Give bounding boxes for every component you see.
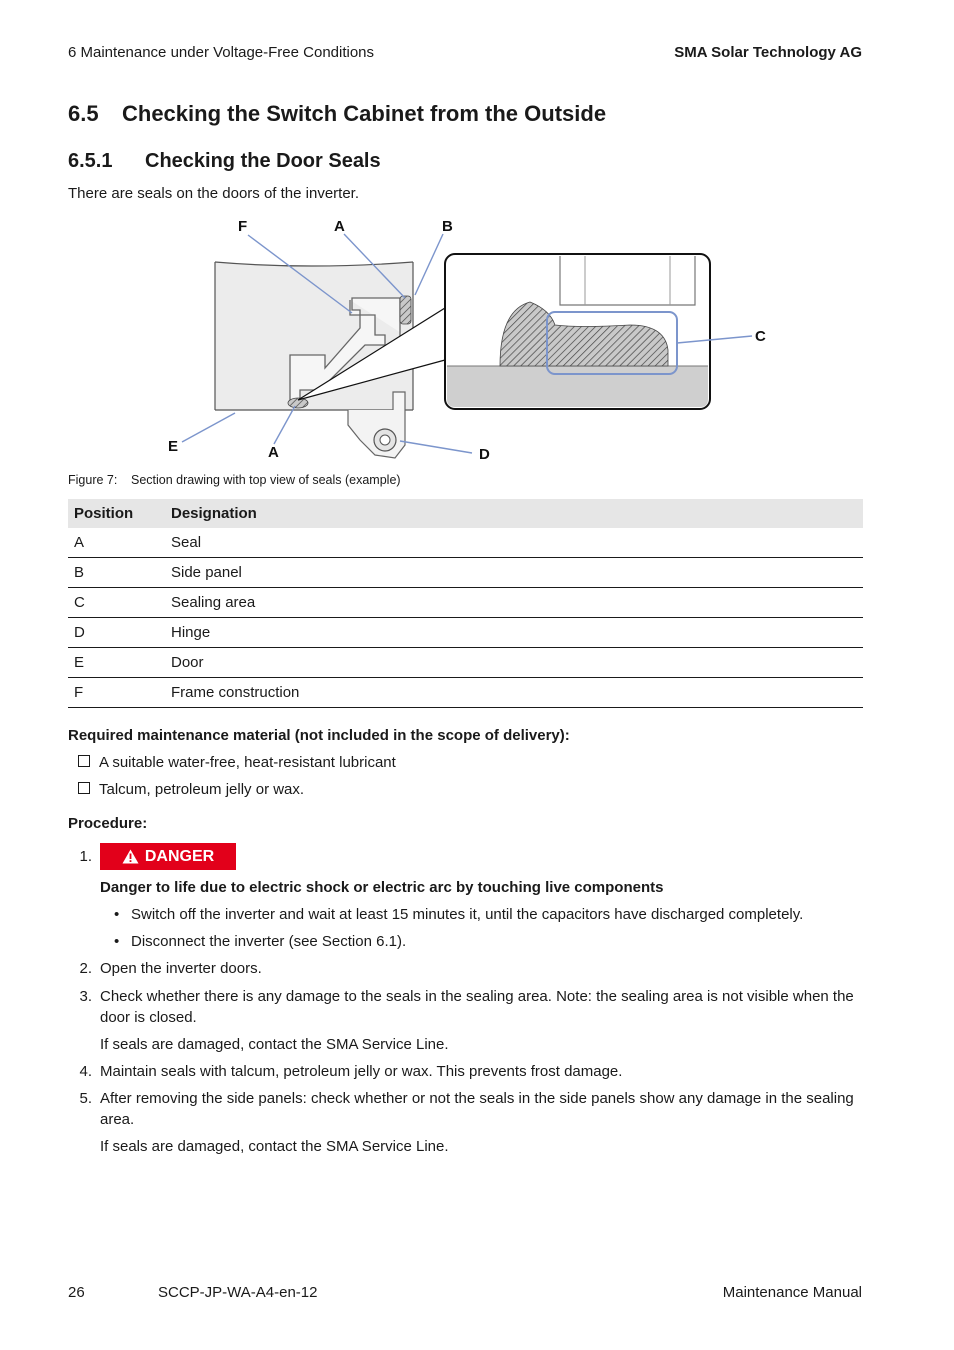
callout-A-bottom: A: [268, 444, 279, 461]
step-number: 4.: [79, 1063, 92, 1080]
callout-C: C: [755, 328, 766, 345]
table-cell-position: E: [68, 648, 165, 678]
step-number: 2.: [79, 960, 92, 977]
table-cell-designation: Hinge: [165, 618, 863, 648]
step-number: 3.: [79, 988, 92, 1005]
table-cell-position: D: [68, 618, 165, 648]
table-header-designation: Designation: [165, 499, 863, 528]
danger-bullet-text: Disconnect the inverter (see Section 6.1).: [131, 933, 407, 950]
footer-doc-id: SCCP-JP-WA-A4-en-12: [158, 1284, 318, 1301]
table-cell-designation: Frame construction: [165, 678, 863, 708]
position-table: [68, 499, 863, 708]
subsection-number: 6.5.1: [68, 150, 113, 172]
danger-badge: [100, 843, 236, 870]
intro-text: There are seals on the doors of the inverter.: [68, 185, 359, 202]
footer-page-number: 26: [68, 1284, 85, 1301]
figure-caption: [68, 473, 401, 487]
section-number: 6.5: [68, 101, 99, 126]
step-text: Check whether there is any damage to the seals in the sealing area. Note: the sealing area is not visible when the door is closed.: [100, 988, 854, 1026]
callout-D: D: [479, 446, 490, 463]
table-row: [68, 648, 863, 678]
step-number: 1.: [79, 848, 92, 865]
footer-manual-title: Maintenance Manual: [722, 1284, 862, 1301]
table-row: [68, 588, 863, 618]
seal-top: [400, 296, 411, 324]
step-note: If seals are damaged, contact the SMA Service Line.: [100, 1138, 449, 1155]
callout-E: E: [168, 438, 179, 455]
table-cell-designation: Side panel: [165, 558, 863, 588]
step-text: Maintain seals with talcum, petroleum jelly or wax. This prevents frost damage.: [100, 1063, 623, 1080]
subsection-heading: [68, 150, 381, 173]
table-row: [68, 678, 863, 708]
material-item: [78, 754, 396, 771]
subsection-title: Checking the Door Seals: [145, 150, 381, 172]
table-cell-designation: Seal: [165, 528, 863, 558]
procedure-heading: Procedure:: [68, 815, 148, 832]
step-text: After removing the side panels: check whether or not the seals in the side panels show any damage in the sealing area.: [100, 1090, 854, 1128]
danger-bullet: [114, 933, 406, 950]
figure-caption-text: Section drawing with top view of seals (example): [131, 473, 401, 487]
header-company: SMA Solar Technology AG: [674, 44, 862, 61]
table-cell-position: A: [68, 528, 165, 558]
table-cell-position: C: [68, 588, 165, 618]
callout-A-top: A: [334, 218, 345, 235]
table-cell-designation: Door: [165, 648, 863, 678]
material-item-label: A suitable water-free, heat-resistant lubricant: [99, 754, 396, 771]
seal-section-figure: [160, 210, 780, 470]
danger-bullet-text: Switch off the inverter and wait at least 15 minutes it, until the capacitors have discharged completely.: [131, 906, 804, 923]
bullet-icon: •: [114, 933, 120, 950]
materials-heading: Required maintenance material (not included in the scope of delivery):: [68, 727, 570, 744]
checkbox-icon: [78, 755, 90, 767]
table-cell-position: F: [68, 678, 165, 708]
callout-B: B: [442, 218, 453, 235]
step-number: 5.: [79, 1090, 92, 1107]
section-heading: [68, 101, 606, 127]
step-text: Open the inverter doors.: [100, 960, 262, 977]
danger-bullet: [114, 906, 803, 923]
table-row: [68, 558, 863, 588]
seal-drawing: [160, 210, 780, 470]
section-title: Checking the Switch Cabinet from the Outside: [122, 101, 607, 126]
material-item-label: Talcum, petroleum jelly or wax.: [99, 781, 305, 798]
bullet-icon: •: [114, 906, 120, 923]
material-item: [78, 781, 304, 798]
table-header-position: Position: [68, 499, 165, 528]
danger-title: Danger to life due to electric shock or electric arc by touching live components: [100, 879, 664, 896]
header-chapter: 6 Maintenance under Voltage-Free Conditions: [68, 44, 375, 61]
table-header-row: [68, 499, 863, 528]
step-note: If seals are damaged, contact the SMA Service Line.: [100, 1036, 449, 1053]
callout-F: F: [238, 218, 248, 235]
warning-triangle-icon: [122, 849, 139, 864]
table-cell-designation: Sealing area: [165, 588, 863, 618]
checkbox-icon: [78, 782, 90, 794]
figure-caption-label: Figure 7:: [68, 473, 118, 487]
danger-label: DANGER: [144, 847, 215, 865]
table-row: [68, 618, 863, 648]
table-cell-position: B: [68, 558, 165, 588]
table-row: [68, 528, 863, 558]
